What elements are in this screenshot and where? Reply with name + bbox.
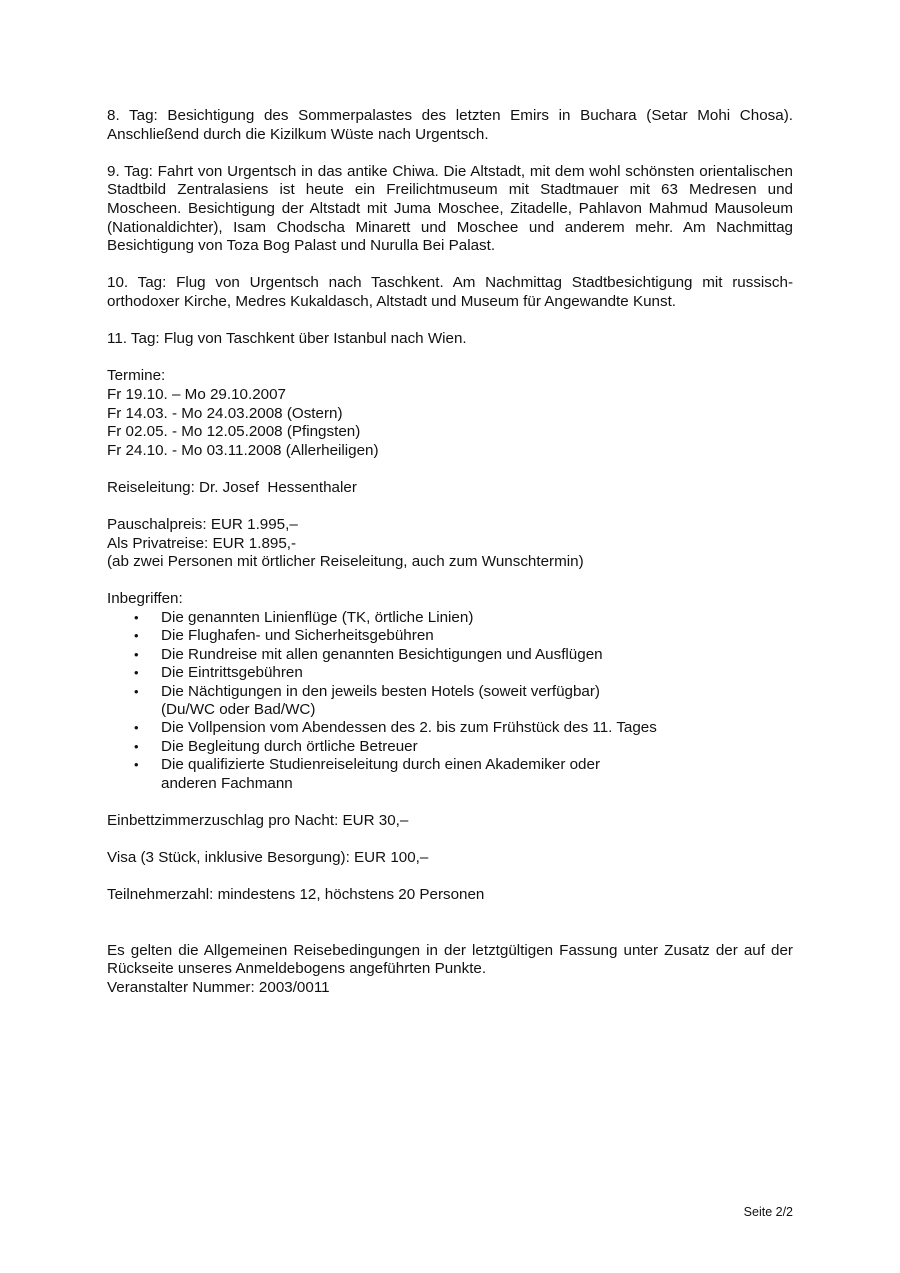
list-item bbox=[107, 627, 793, 645]
list-item-text: Die Eintrittsgebühren bbox=[161, 664, 303, 682]
bullet-icon: • bbox=[134, 646, 139, 662]
termine-section bbox=[107, 367, 793, 460]
bullet-icon: • bbox=[134, 720, 139, 736]
preis-hinweis: (ab zwei Personen mit örtlicher Reiseleitung, auch zum Wunschtermin) bbox=[107, 553, 584, 571]
bullet-icon: • bbox=[134, 683, 139, 699]
bullet-icon: • bbox=[134, 610, 139, 626]
einbettzimmer-zuschlag: Einbettzimmerzuschlag pro Nacht: EUR 30,– bbox=[107, 811, 409, 829]
list-item-text: Die Nächtigungen in den jeweils besten Hotels (soweit verfügbar) bbox=[161, 682, 600, 700]
termine-heading: Termine: bbox=[107, 367, 166, 385]
reisebedingungen-paragraph: Es gelten die Allgemeinen Reisebedingungen in der letztgültigen Fassung unter Zusatz der auf der Rückseite unseres Anmeldebogens angeführten Punkte. bbox=[107, 941, 793, 978]
page-number: Seite 2/2 bbox=[743, 1205, 793, 1219]
document-page bbox=[107, 107, 793, 998]
day8-paragraph: 8. Tag: Besichtigung des Sommerpalastes des letzten Emirs in Buchara (Setar Mohi Chosa). Anschließend durch die Kizilkum Wüste nach Urgentsch. bbox=[107, 107, 793, 143]
bullet-icon: • bbox=[134, 757, 139, 773]
list-item-text: Die Vollpension vom Abendessen des 2. bis zum Frühstück des 11. Tages bbox=[161, 719, 657, 737]
list-item-text: Die qualifizierte Studienreiseleitung durch einen Akademiker oder bbox=[161, 756, 601, 774]
day11-paragraph: 11. Tag: Flug von Taschkent über Istanbul nach Wien. bbox=[107, 330, 467, 348]
privatreise-line: Als Privatreise: EUR 1.895,- bbox=[107, 534, 297, 552]
inbegriffen-heading: Inbegriffen: bbox=[107, 590, 183, 608]
preise-section bbox=[107, 516, 793, 572]
list-item bbox=[107, 738, 793, 756]
termin-date: Fr 14.03. - Mo 24.03.2008 (Ostern) bbox=[107, 404, 343, 422]
list-item-text: Die Rundreise mit allen genannten Besichtigungen und Ausflügen bbox=[161, 645, 603, 663]
list-item-text: Die genannten Linienflüge (TK, örtliche Linien) bbox=[161, 609, 474, 627]
termin-date: Fr 24.10. - Mo 03.11.2008 (Allerheiligen) bbox=[107, 441, 379, 459]
day10-paragraph: 10. Tag: Flug von Urgentsch nach Taschkent. Am Nachmittag Stadtbesichtigung mit russisch-orthodoxer Kirche, Medres Kukaldasch, Altstadt und Museum für Angewandte Kunst. bbox=[107, 274, 793, 310]
inbegriffen-list bbox=[107, 609, 793, 793]
bullet-icon: • bbox=[134, 628, 139, 644]
list-item-continuation: anderen Fachmann bbox=[161, 774, 293, 792]
list-item bbox=[107, 719, 793, 737]
teilnehmerzahl-line: Teilnehmerzahl: mindestens 12, höchstens 20 Personen bbox=[107, 886, 485, 904]
list-item-continuation: (Du/WC oder Bad/WC) bbox=[161, 701, 316, 719]
termin-date: Fr 19.10. – Mo 29.10.2007 bbox=[107, 385, 286, 403]
list-item bbox=[107, 756, 793, 793]
bullet-icon: • bbox=[134, 665, 139, 681]
veranstalter-nummer: Veranstalter Nummer: 2003/0011 bbox=[107, 979, 330, 997]
inbegriffen-section bbox=[107, 590, 793, 793]
reiseleitung-line: Reiseleitung: Dr. Josef Hessenthaler bbox=[107, 478, 357, 496]
list-item-text: Die Begleitung durch örtliche Betreuer bbox=[161, 737, 418, 755]
visa-line: Visa (3 Stück, inklusive Besorgung): EUR 100,– bbox=[107, 848, 429, 866]
day9-paragraph: 9. Tag: Fahrt von Urgentsch in das antike Chiwa. Die Altstadt, mit dem wohl schönsten orientalischen Stadtbild Zentralasiens ist heute ein Freilichtmuseum mit Stadtmauer mit 63 Medresen und Moscheen. Besichtigung der Altstadt mit Juma Moschee, Zitadelle, Pahlavon Mahmud Mausoleum (Nationaldichter), Isam Chodscha Minarett und Moschee und anderem mehr. Am Nachmittag Besichtigung von Toza Bog Palast und Nurulla Bei Palast. bbox=[107, 162, 793, 255]
list-item bbox=[107, 683, 793, 720]
list-item bbox=[107, 646, 793, 664]
list-item bbox=[107, 609, 793, 627]
list-item bbox=[107, 664, 793, 682]
pauschalpreis-line: Pauschalpreis: EUR 1.995,– bbox=[107, 516, 298, 534]
list-item-text: Die Flughafen- und Sicherheitsgebühren bbox=[161, 627, 434, 645]
bullet-icon: • bbox=[134, 738, 139, 754]
termin-date: Fr 02.05. - Mo 12.05.2008 (Pfingsten) bbox=[107, 423, 361, 441]
